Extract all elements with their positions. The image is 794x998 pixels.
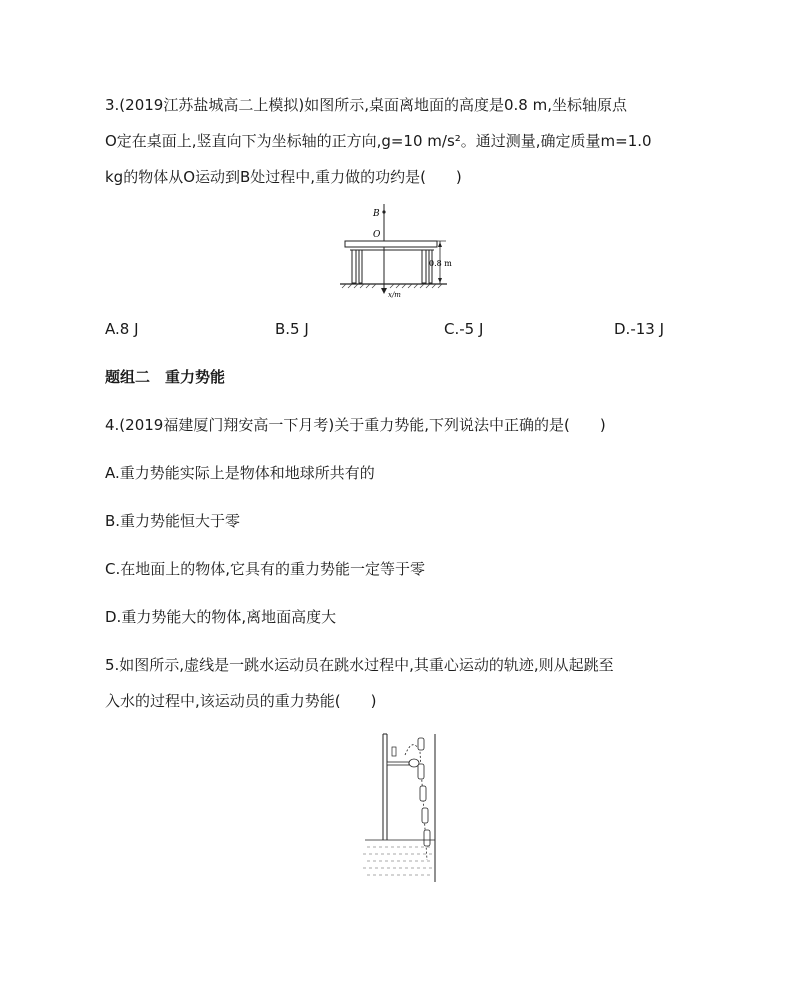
q5-stem-line-1: 5.如图所示,虚线是一跳水运动员在跳水过程中,其重心运动的轨迹,则从起跳至 <box>105 656 614 674</box>
q3-option-d: D.-13 J <box>614 320 665 338</box>
q4-option-a: A.重力势能实际上是物体和地球所共有的 <box>105 464 375 482</box>
section-heading: 题组二 重力势能 <box>105 368 226 386</box>
label-o: O <box>373 230 381 240</box>
label-b: B <box>373 209 380 219</box>
q4-option-d: D.重力势能大的物体,离地面高度大 <box>105 608 337 626</box>
q3-option-b: B.5 J <box>275 320 309 338</box>
q3-stem-line-1: 3.(2019江苏盐城高二上模拟)如图所示,桌面离地面的高度是0.8 m,坐标轴原点 <box>105 96 627 114</box>
height-label: 0.8 m <box>429 259 452 268</box>
q4-option-b: B.重力势能恒大于零 <box>105 512 241 530</box>
q3-option-c: C.-5 J <box>444 320 484 338</box>
q4-stem: 4.(2019福建厦门翔安高一下月考)关于重力势能,下列说法中正确的是( ) <box>105 416 606 434</box>
axis-label: x/m <box>388 291 401 299</box>
q3-stem-line-2: O定在桌面上,竖直向下为坐标轴的正方向,g=10 m/s²。通过测量,确定质量m=1.0 <box>105 132 652 150</box>
diving-figure <box>355 730 440 885</box>
q4-option-c: C.在地面上的物体,它具有的重力势能一定等于零 <box>105 560 426 578</box>
table-figure <box>330 200 465 300</box>
q3-stem-line-3: kg的物体从O运动到B处过程中,重力做的功约是( ) <box>105 168 462 186</box>
q3-option-a: A.8 J <box>105 320 139 338</box>
q5-stem-line-2: 入水的过程中,该运动员的重力势能( ) <box>105 692 377 710</box>
